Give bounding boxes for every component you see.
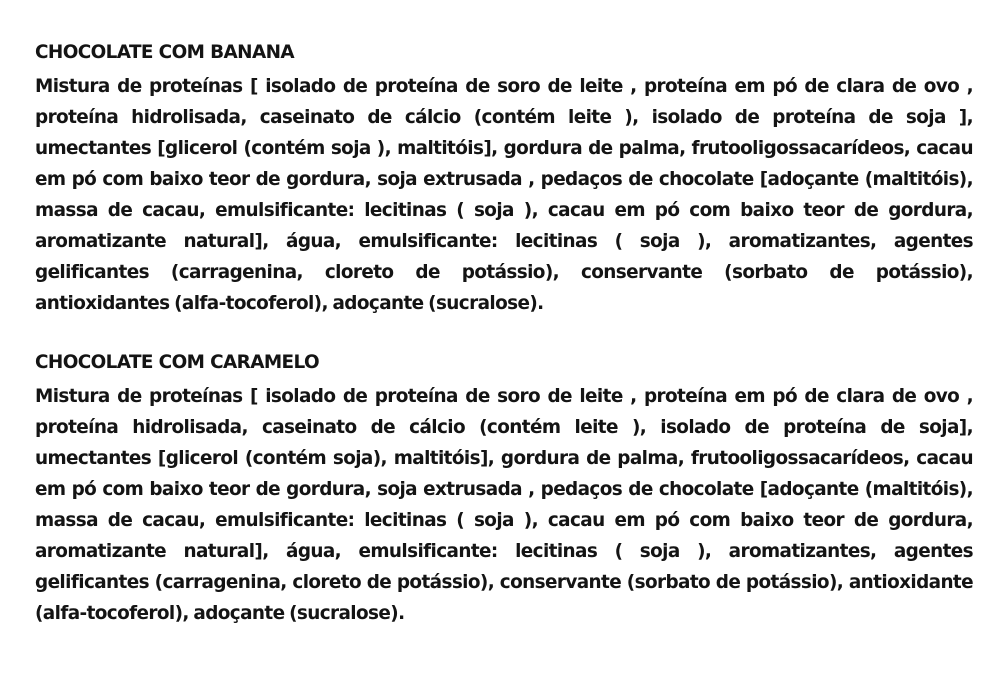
ingredients-text: Mistura de proteínas [ isolado de proteína de soro de leite , proteína em pó de clara de ovo , proteína hidrolisada, caseinato de cálcio (contém leite ), isolado de proteína de soja ], umectantes [glicerol (contém soja ), maltitóis], gordura de palma, frutooligossacarídeos, cacau em pó com baixo teor de gordura, soja extrusada , pedaços de chocolate [adoçante (maltitóis), massa de cacau, emulsificante: lecitinas ( soja ), cacau em pó com baixo teor de gordura, aromatizante natural], água, emulsificante: lecitinas ( soja ), aromatizantes, agentes gelificantes (carragenina, cloreto de potássio), conservante (sorbato de potássio), antioxidantes (alfa-tocoferol), adoçante (sucralose). [35,76,973,314]
section-title: CHOCOLATE COM CARAMELO [35,352,320,373]
ingredients-document [35,40,973,629]
ingredients-text: Mistura de proteínas [ isolado de proteína de soro de leite , proteína em pó de clara de ovo , proteína hidrolisada, caseinato de cálcio (contém leite ), isolado de proteína de soja], umectantes [glicerol (contém soja), maltitóis], gordura de palma, frutooligossacarídeos, cacau em pó com baixo teor de gordura, soja extrusada , pedaços de chocolate [adoçante (maltitóis), massa de cacau, emulsificante: lecitinas ( soja ), cacau em pó com baixo teor de gordura, aromatizante natural], água, emulsificante: lecitinas ( soja ), aromatizantes, agentes gelificantes (carragenina, cloreto de potássio), conservante (sorbato de potássio), antioxidante (alfa-tocoferol), adoçante (sucralose). [35,386,973,624]
section-title: CHOCOLATE COM BANANA [35,42,295,63]
section-chocolate-caramelo [35,350,973,629]
section-chocolate-banana [35,40,973,319]
